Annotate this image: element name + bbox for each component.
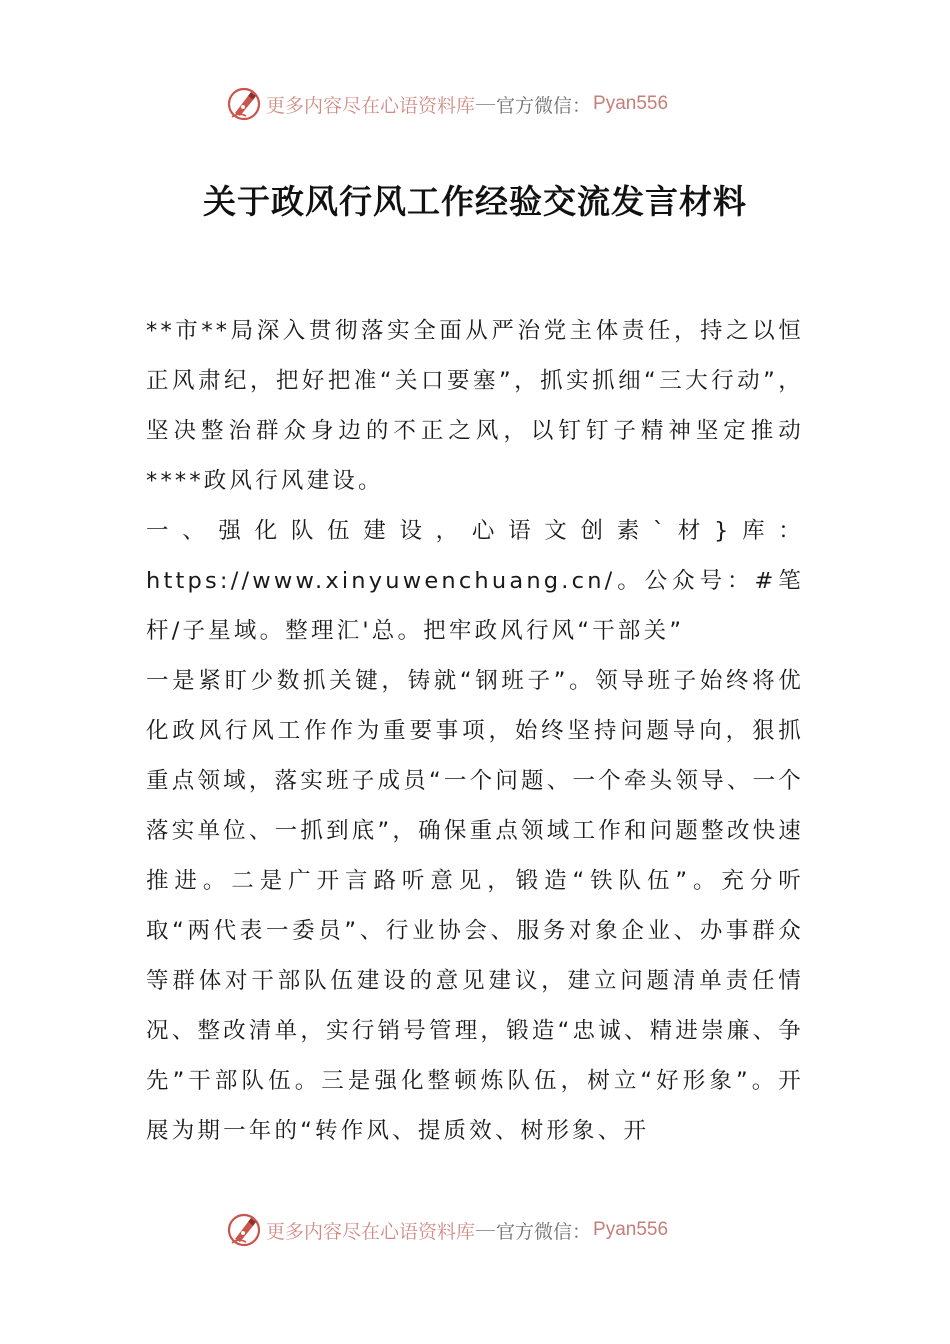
paragraph-section-one-content: 一是紧盯少数抓关键，铸就“钢班子”。领导班子始终将优化政风行风工作作为重要事项，始终坚持问题导向，狠抓重点领域，落实班子成员“一个问题、一个牵头领导、一个落实单位、一抓到底”，确保重点领域工作和问题整改快速推进。二是广开言路听意见，锻造“铁队伍”。充分听取“两代表一委员”、行业协会、服务对象企业、办事群众等群体对干部队伍建设的意见建议，建立问题清单责任情况、整改清单，实行销号管理，锻造“忠诚、精进崇廉、争先”干部队伍。三是强化整顿炼队伍，树立“好形象”。开展为期一年的“转作风、提质效、树形象、开 bbox=[146, 668, 804, 1144]
banner-dash: — bbox=[476, 93, 496, 114]
header-watermark-banner bbox=[226, 84, 746, 124]
banner-main-text: 更多内容尽在心语资料库 bbox=[266, 94, 476, 117]
banner-dash: — bbox=[476, 1219, 496, 1240]
document-title: 关于政风行风工作经验交流发言材料 bbox=[203, 182, 747, 221]
banner-main-text: 更多内容尽在心语资料库 bbox=[266, 1220, 476, 1243]
banner-wechat-id: Pyan556 bbox=[593, 93, 669, 114]
banner-wechat-label: 官方微信： bbox=[496, 94, 592, 117]
banner-wechat-id: Pyan556 bbox=[593, 1219, 669, 1240]
pen-nib-logo-icon bbox=[226, 1212, 262, 1248]
document-body bbox=[146, 306, 804, 1156]
paragraph-intro: **市**局深入贯彻落实全面从严治党主体责任，持之以恒正风肃纪，把好把准“关口要塞”，抓实抓细“三大行动”，坚决整治群众身边的不正之风，以钉钉子精神坚定推动****政风行风建设。 bbox=[146, 318, 804, 494]
banner-wechat-label: 官方微信： bbox=[496, 1220, 592, 1243]
paragraph-section-one-heading: 一、强化队伍建设，心语文创素`材}库：https://www.xinyuwenchuang.cn/。公众号：#笔杆/子星域。整理汇'总。把牢政风行风“干部关” bbox=[146, 518, 804, 644]
footer-watermark-banner bbox=[226, 1210, 746, 1250]
pen-nib-logo-icon bbox=[226, 86, 262, 122]
